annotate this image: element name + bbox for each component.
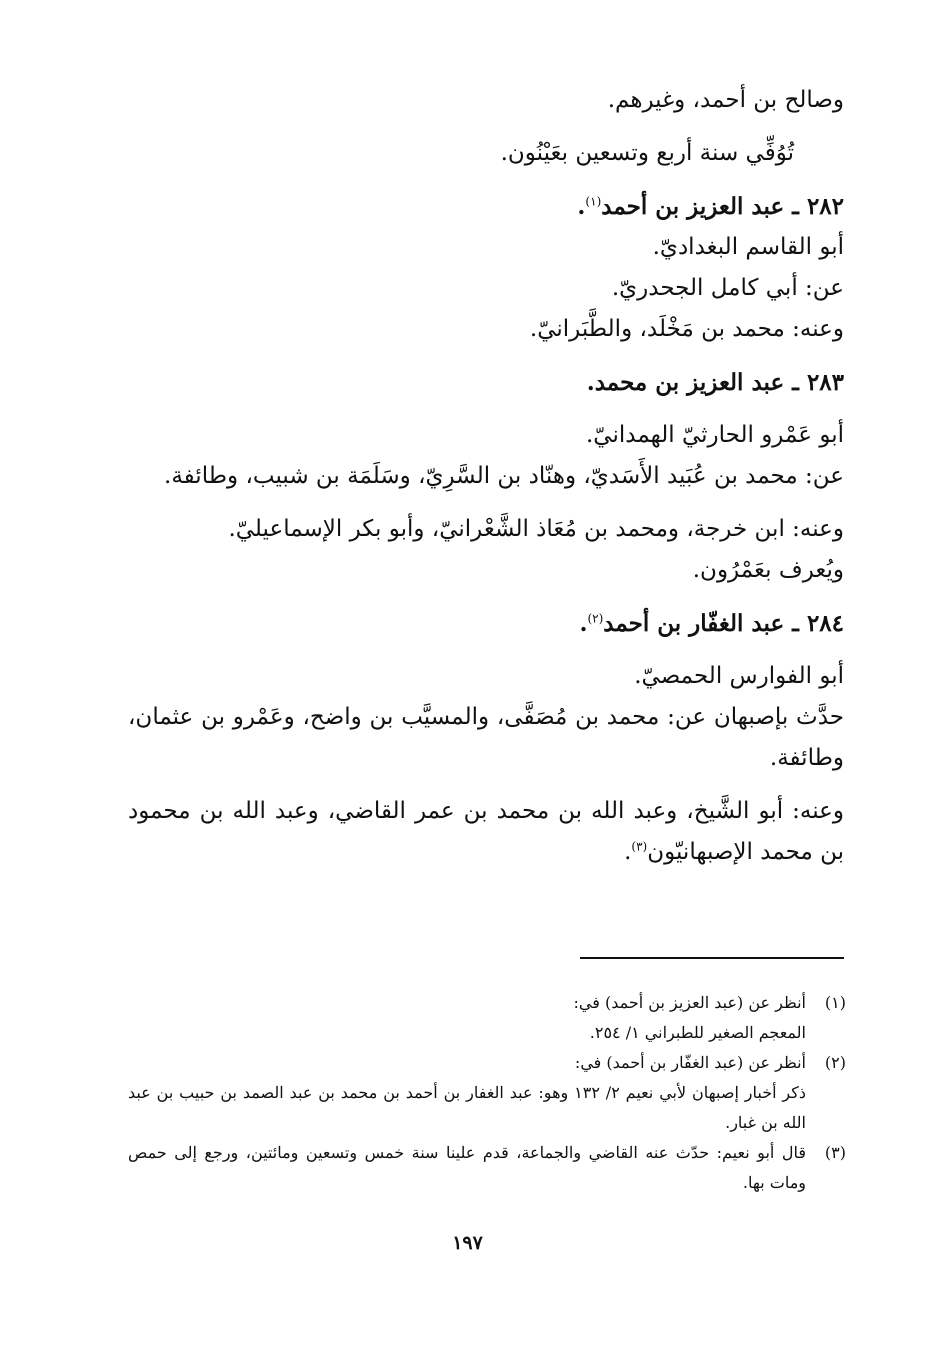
entry-heading-283: ٢٨٣ ـ عبد العزيز بن محمد. bbox=[586, 369, 844, 396]
footnotes bbox=[128, 988, 846, 1198]
text-paragraph bbox=[128, 791, 844, 873]
paragraph-text: وعنه: أبو الشَّيخ، وعبد الله بن محمد بن عمر القاضي، وعبد الله بن محمود بن محمد الإصبهانيّون bbox=[128, 798, 844, 865]
entry-heading-284 bbox=[128, 603, 844, 644]
footnote-text bbox=[128, 1048, 806, 1138]
text-line: تُوُفِّي سنة أربع وتسعين بعَيْنُون. bbox=[500, 140, 794, 166]
footnote-line: أنظر عن (عبد العزيز بن أحمد) في: bbox=[573, 993, 806, 1012]
footnote-separator bbox=[580, 957, 844, 959]
text-line: ويُعرف بعَمْرُون. bbox=[692, 557, 844, 583]
footnote-2 bbox=[128, 1048, 846, 1138]
footnote-line: أنظر عن (عبد الغفّار بن أحمد) في: bbox=[574, 1053, 806, 1072]
page-number: ١٩٧ bbox=[452, 1232, 483, 1254]
text-line: وعنه: محمد بن مَخْلَد، والطَّبَرانيّ. bbox=[529, 316, 844, 342]
entry-title: ٢٨٤ ـ عبد الغفّار بن أحمد bbox=[603, 610, 844, 637]
text-paragraph: عن: محمد بن عُبَيد الأَسَديّ، وهنّاد بن السَّرِيّ، وسَلَمَة بن شبيب، وطائفة. bbox=[164, 463, 844, 489]
footnote-line: ذكر أخبار إصبهان لأبي نعيم ٢/ ١٣٢ وهو: عبد الغفار بن أحمد بن محمد بن عبد الصمد بن حبيب بن عبد الله بن غبار. bbox=[128, 1083, 807, 1132]
footnote-text bbox=[128, 1138, 806, 1198]
footnote-3 bbox=[128, 1138, 846, 1198]
footnote-1 bbox=[128, 988, 846, 1048]
paragraph-end: . bbox=[624, 839, 632, 865]
entry-end: . bbox=[577, 193, 586, 220]
footnote-number: (٢) bbox=[824, 1053, 846, 1072]
footnote-line: المعجم الصغير للطبراني ١/ ٢٥٤. bbox=[589, 1023, 806, 1042]
text-line: وعنه: ابن خرجة، ومحمد بن مُعَاذ الشَّعْرانيّ، وأبو بكر الإسماعيليّ. bbox=[228, 516, 844, 542]
footnote-ref: (٣) bbox=[631, 839, 648, 854]
text-line: أبو الفوارس الحمصيّ. bbox=[634, 663, 844, 689]
text-line: وصالح بن أحمد، وغيرهم. bbox=[607, 87, 844, 113]
footnote-ref: (٢) bbox=[587, 611, 604, 626]
text-line: أبو القاسم البغداديّ. bbox=[652, 234, 844, 260]
footnote-line: قال أبو نعيم: حدّث عنه القاضي والجماعة، قدم علينا سنة خمس وتسعين ومائتين، ورجع إلى حمص ومات بها. bbox=[128, 1143, 807, 1192]
text-line: أبو عَمْرو الحارثيّ الهمدانيّ. bbox=[586, 422, 844, 448]
entry-heading-282 bbox=[128, 186, 844, 227]
main-text bbox=[128, 80, 844, 873]
footnote-number: (١) bbox=[824, 993, 846, 1012]
footnote-number: (٣) bbox=[824, 1143, 846, 1162]
footnote-ref: (١) bbox=[585, 194, 602, 209]
entry-title: ٢٨٢ ـ عبد العزيز بن أحمد bbox=[601, 193, 844, 220]
entry-end: . bbox=[579, 610, 588, 637]
text-line: عن: أبي كامل الجحدريّ. bbox=[611, 275, 844, 301]
footnote-text bbox=[128, 988, 806, 1048]
text-paragraph: حدَّث بإصبهان عن: محمد بن مُصَفَّى، والمسيَّب بن واضح، وعَمْرو بن عثمان، وطائفة. bbox=[128, 704, 844, 771]
